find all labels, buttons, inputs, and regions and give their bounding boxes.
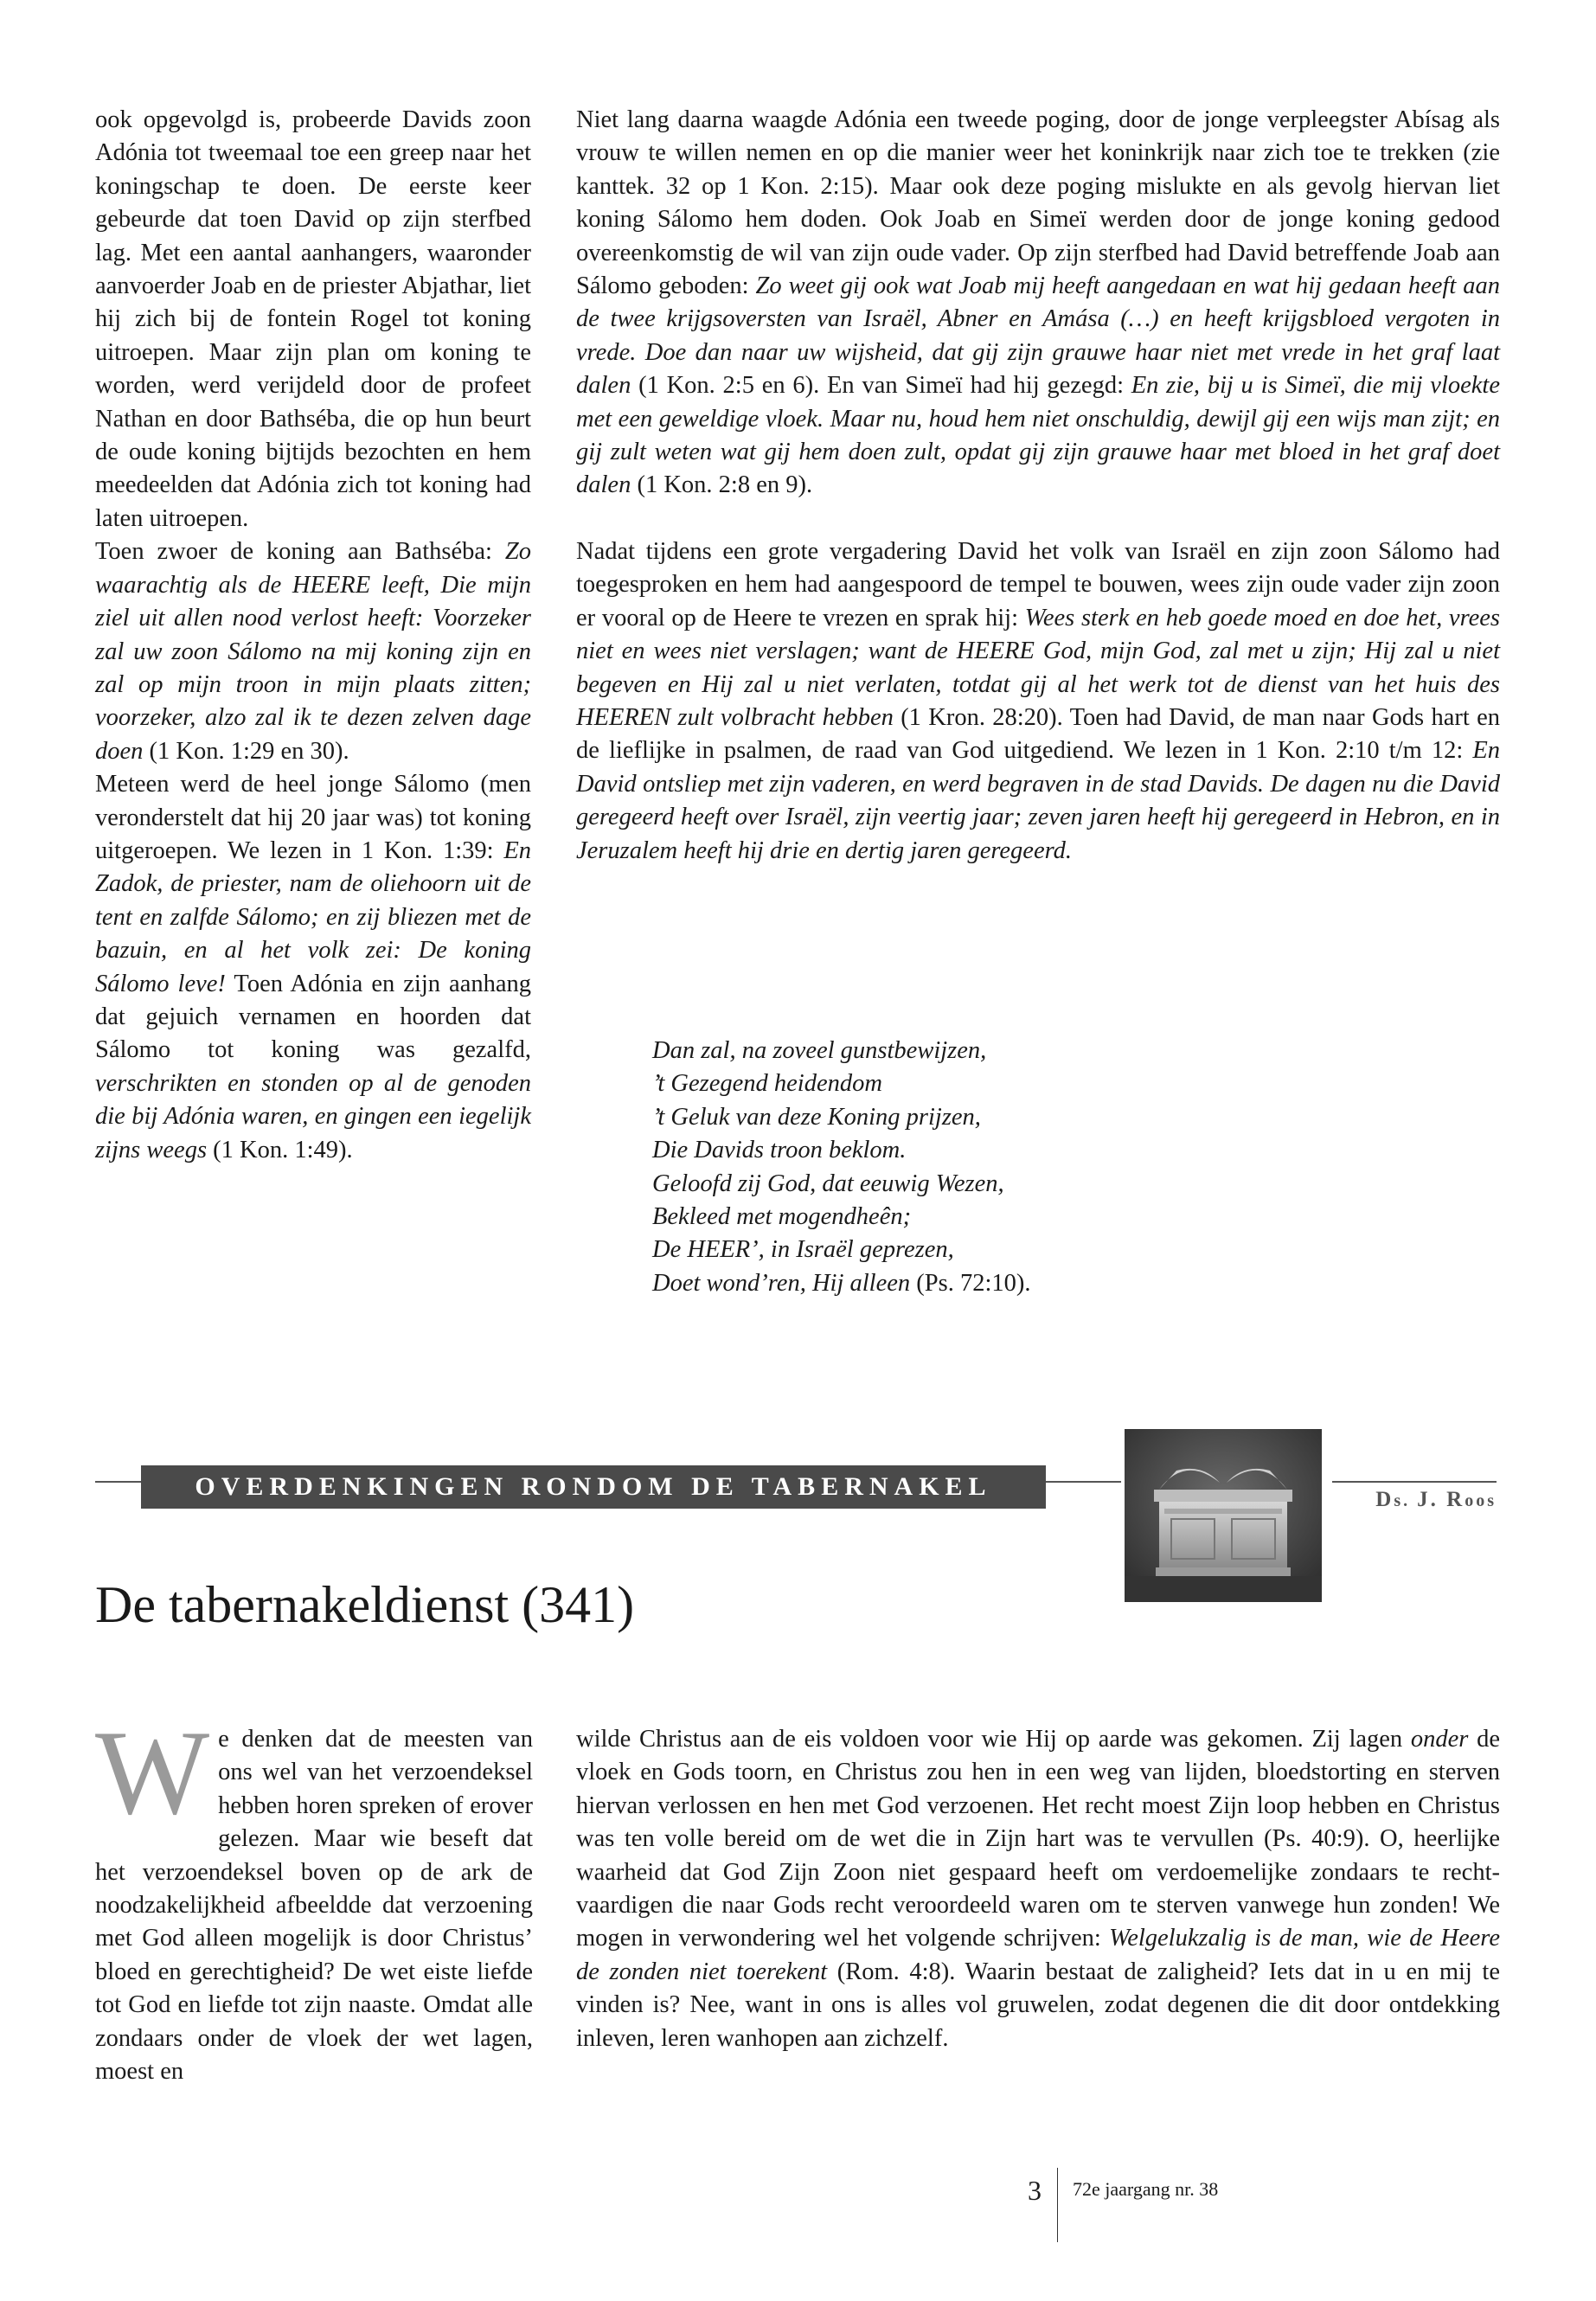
text: Toen zwoer de koning aan Bathséba:: [95, 538, 505, 566]
quote: Wees sterk en heb goede moed en doe het, vrees niet en wees niet verslagen; want de HEERE God, mijn God, zal met u zijn; Hij zal u niet begeven en Hij zal u niet verlaten, totdat gij al het werk tot de dienst van het huis des HEEREN zult volbracht hebben: [576, 604, 1501, 731]
text: Niet lang daarna waagde Adónia een tweede poging, door de jonge verpleegster Abísag als vrouw te willen nemen en op die manier weer het koninkrijk naar zich toe te trekken (zie kanttek. 32 op 1 Kon. 2:15). Maar ook deze poging mislukte en als gevolg hiervan liet koning Sálomo hem doden. Ook Joab en Simeï werden door de jonge koning gedood overeenkomstig de wil van zijn oude vader. Op zijn sterfbed had David betreffende Joab aan Sálomo geboden:: [576, 106, 1500, 300]
text: (1 Kon. 2:5 en 6). En van Simeï had hij gezegd:: [631, 372, 1131, 400]
poem-line: [652, 1267, 1258, 1300]
paragraph: [576, 104, 1500, 503]
quote: Zo weet gij ook wat Joab mij heeft aangedaan en wat hij gedaan heeft aan de twee krijgsoversten van Israël, Abner en Amása (…) en heeft krijgsbloed vergoten in vrede. Doe dan naar uw wijsheid, dat gij zijn grauwe haar niet met vrede in het graf laat dalen: [576, 272, 1500, 400]
paragraph: [576, 1723, 1500, 2055]
poem-line: Geloofd zij God, dat eeuwig Wezen,: [652, 1170, 1004, 1197]
text: Nadat tijdens een grote vergadering David het volk van Israël en zijn zoon Sálomo had toegesproken en hem had aangespoord de tempel te bouwen, wees zijn oude vader zijn zoon er vooral op de Heere te vrezen en sprak hij:: [576, 537, 1500, 631]
quote: Welgelukzalig is de man, wie de Heere de zonden niet toerekent: [576, 1925, 1500, 1985]
paragraph: [95, 768, 531, 1167]
drop-cap: W: [95, 1706, 210, 1840]
section-banner: OVERDENKINGEN RONDOM DE TABERNAKEL: [141, 1465, 1046, 1509]
poem-text: Doet wond’ren, Hij alleen: [652, 1269, 911, 1297]
page-number: 3: [1028, 2175, 1042, 2206]
column-4: [576, 1723, 1500, 2055]
poem-line: ’t Gezegend heidendom: [652, 1070, 882, 1098]
text: (1 Kron. 28:20). Toen had David, de man naar Gods hart en de lieflijke in psalmen, de raad van God uitgediend. We lezen in 1 Kon. 2:10 t/m 12:: [576, 703, 1500, 765]
quote: Zo waarachtig als de HEERE leeft, Die mijn ziel uit allen nood verlost heeft: Voorzeker zal uw zoon Sálomo na mij koning zijn en zal op mijn troon in mijn plaats zitten; voorzeker, alzo zal ik te dezen zelven dage doen: [95, 538, 531, 765]
text: (Rom. 4:8). Waarin bestaat de zaligheid? Iets dat in u en mij te vinden is? Nee, want in ons is alles vol gruwelen, zodat degenen die dit door ontdekking inleven, leren wanhopen aan zichzelf.: [576, 1958, 1500, 2052]
emphasis: onder: [1410, 1726, 1469, 1753]
reference: (1 Kon. 1:29 en 30).: [143, 737, 349, 765]
paragraph: [95, 535, 531, 768]
author-text: J. R: [1417, 1488, 1465, 1511]
article-title: De tabernakeldienst (341): [95, 1576, 635, 1633]
section-rule-right: [1332, 1481, 1497, 1483]
text: ook opgevolgd is, probeerde Davids zoon Adónia tot tweemaal toe een greep naar het koningschap te doen. De eerste keer gebeurde dat toen David op zijn sterfbed lag. Met een aantal aanhangers, waaronder aanvoerder Joab en de priester Abjathar, liet hij zich bij de fontein Rogel tot koning uitroepen. Maar zijn plan om koning te worden, werd verijdeld door de profeet Nathan en door Bathséba, die op hun beurt de oude koning bijtijds bezochten en hem meedeelden dat Adónia zich tot koning had laten uitroepen.: [95, 106, 531, 532]
paragraph: [576, 535, 1500, 868]
reference: (1 Kon. 1:49).: [207, 1136, 353, 1163]
quote: En zie, bij u is Simeï, die mij vloekte met een geweldige vloek. Maar nu, houd hem niet onschuldig, dewijl gij een wijs man zijt; en gij zult weten wat gij hem doen zult, opdat gij zijn grauwe haar met bloed in het graf doet dalen: [576, 372, 1500, 499]
author-name: [1315, 1488, 1497, 1512]
poem-line: ’t Geluk van deze Koning prijzen,: [652, 1103, 981, 1131]
quote: verschrikten en stonden op al de genoden die bij Adónia waren, en gingen een iegelijk zijns weegs: [95, 1069, 531, 1163]
reference: (1 Kon. 2:8 en 9).: [631, 471, 813, 499]
quote: En David ontsliep met zijn vaderen, en werd begraven in de stad Davids. De dagen nu die David geregeerd heeft over Israël, zijn veertig jaar; zeven jaren heeft hij geregeerd in Hebron, en in Jeruzalem heeft hij drie en dertig jaren geregeerd.: [576, 737, 1500, 864]
paragraph: [95, 104, 531, 535]
reference: (Ps. 72:10).: [910, 1269, 1031, 1297]
text: e denken dat de meesten van ons wel van het verzoendeksel hebben horen spreken of erover gelezen. Maar wie beseft dat het verzoendeksel boven op de ark de noodzakelijkheid afbeeldde dat verzoening met God alleen mogelijk is door Christus’ bloed en gerechtigheid? De wet eiste liefde tot God en liefde tot zijn naaste. Omdat alle zondaars onder de vloek der wet lagen, moest en: [95, 1726, 533, 2086]
text: Toen Adónia en zijn aanhang dat gejuich vernamen en hoorden dat Sálomo tot koning was gezalfd,: [95, 970, 531, 1064]
paragraph: [95, 1706, 533, 2088]
quote: En Zadok, de priester, nam de oliehoorn uit de tent en zalfde Sálomo; en zij bliezen met de bazuin, en al het volk zei: De koning Sálomo leve!: [95, 836, 531, 997]
author-text: s.: [1394, 1491, 1418, 1510]
text: Meteen werd de heel jonge Sálomo (men veronderstelt dat hij 20 jaar was) tot koning uitgeroepen. We lezen in 1 Kon. 1:39:: [95, 771, 531, 864]
column-3: [95, 1706, 533, 2088]
issue-label: 72e jaargang nr. 38: [1073, 2178, 1219, 2200]
text: wilde Christus aan de eis voldoen voor wie Hij op aarde was gekomen. Zij lagen: [576, 1726, 1411, 1753]
poem-line: Dan zal, na zoveel gunstbewijzen,: [652, 1037, 987, 1064]
poem-line: Die Davids troon beklom.: [652, 1137, 907, 1164]
text: de vloek en Gods toorn, en Christus zou hen in een weg van lijden, bloedstorting en sterven hiervan verlossen en hen met God verzoenen. Het recht moest Zijn loop hebben en Christus was ten volle bereid om de wet die in Zijn hart was te vervullen (Ps. 40:9). O, heerlijke waarheid dat God Zijn Zoon niet gespaard heeft om verdoemelijke zondaars te rechtvaardigen die naar Gods recht veroordeeld waren om te sterven vanwege hun zonden! We mogen in verwondering wel het volgende schrijven:: [576, 1726, 1501, 1952]
poem-line: De HEER’, in Israël geprezen,: [652, 1236, 954, 1264]
footer-divider: [1057, 2168, 1058, 2242]
poem-line: Bekleed met mogendheên;: [652, 1203, 912, 1231]
ark-of-covenant-image: [1125, 1429, 1322, 1602]
poem: [652, 1035, 1258, 1300]
column-2: [576, 104, 1500, 868]
column-1: [95, 104, 531, 1167]
author-text: D: [1375, 1488, 1394, 1511]
author-text: oos: [1465, 1491, 1497, 1510]
